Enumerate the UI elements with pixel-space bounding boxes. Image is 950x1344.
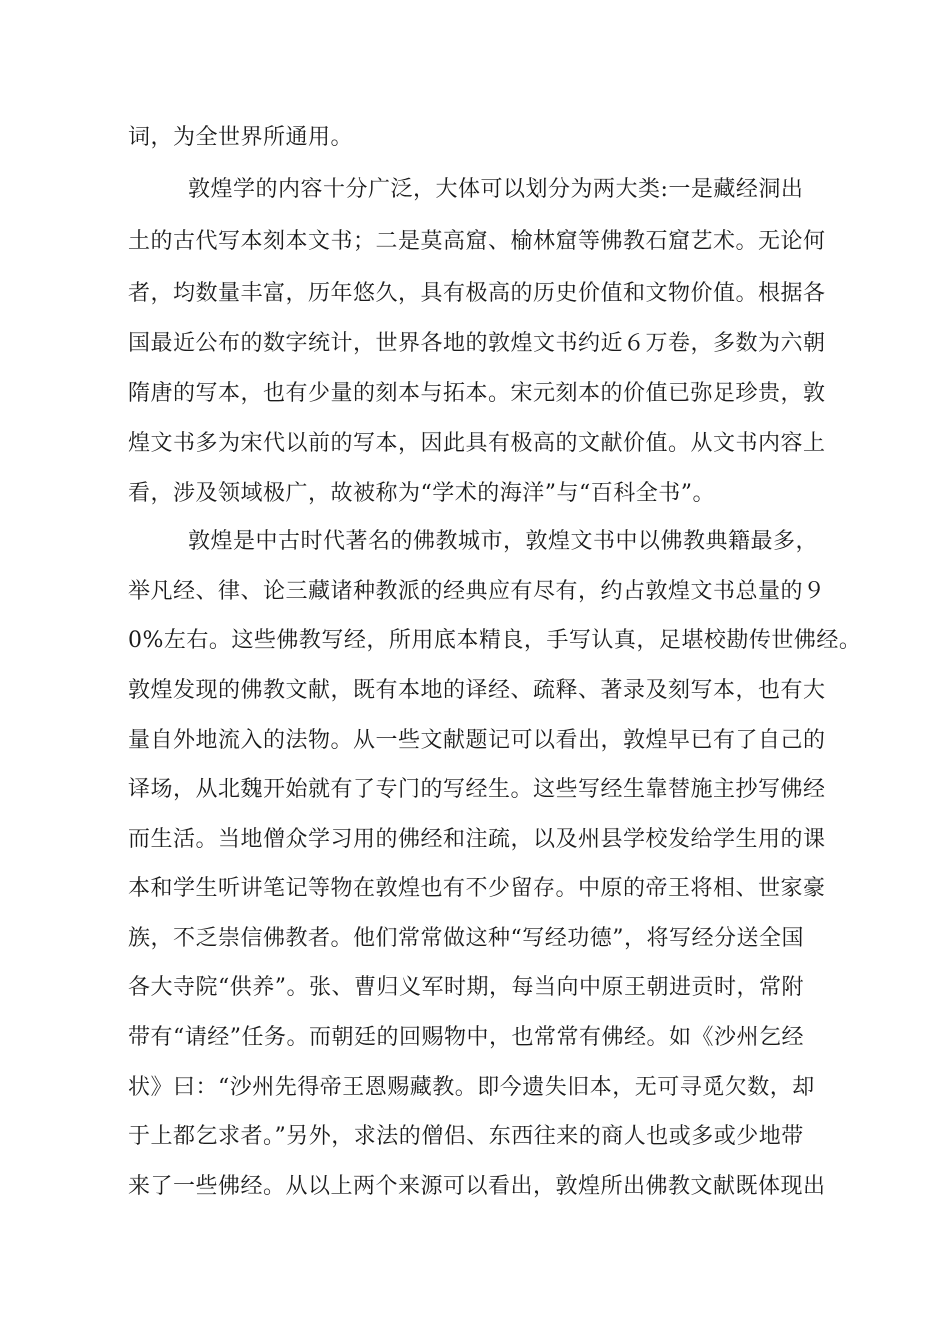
text-line: 而生活。当地僧众学习用的佛经和注疏，以及州县学校发给学生用的课 (128, 827, 826, 852)
text-line: 本和学生听讲笔记等物在敦煌也有不少留存。中原的帝王将相、世家豪 (128, 876, 826, 901)
text-line: 于上都乞求者。”另外，求法的僧侣、东西往来的商人也或多或少地带 (128, 1124, 804, 1149)
text-line: 敦煌发现的佛教文献，既有本地的译经、疏释、著录及刻写本，也有大 (128, 678, 826, 703)
text-line: 词，为全世界所通用。 (128, 125, 354, 150)
text-line: 量自外地流入的法物。从一些文献题记可以看出，敦煌早已有了自己的 (128, 728, 826, 753)
text-line: 各大寺院“供养”。张、曹归义军时期，每当向中原王朝进贡时，常附 (128, 975, 804, 1000)
text-line: 举凡经、律、论三藏诸种教派的经典应有尽有，约占敦煌文书总量的９ (128, 579, 826, 604)
text-line: 者，均数量丰富，历年悠久，具有极高的历史价值和文物价值。根据各 (128, 281, 826, 306)
paragraph-first-line: 敦煌是中古时代著名的佛教城市，敦煌文书中以佛教典籍最多， (188, 529, 819, 554)
text-line: 来了一些佛经。从以上两个来源可以看出，敦煌所出佛教文献既体现出 (128, 1174, 826, 1199)
text-line: 看，涉及领域极广，故被称为“学术的海洋”与“百科全书”。 (128, 481, 715, 506)
text-line: 译场，从北魏开始就有了专门的写经生。这些写经生靠替施主抄写佛经 (128, 777, 826, 802)
text-line: 0%左右。这些佛教写经，所用底本精良，手写认真，足堪校勘传世佛经。 (128, 628, 862, 653)
text-line: 状》曰：“沙州先得帝王恩赐藏教。即今遗失旧本，无可寻觅欠数，却 (128, 1075, 815, 1100)
text-line: 隋唐的写本，也有少量的刻本与拓本。宋元刻本的价值已弥足珍贵，敦 (128, 381, 826, 406)
text-line: 煌文书多为宋代以前的写本，因此具有极高的文献价值。从文书内容上 (128, 431, 826, 456)
text-line: 族，不乏崇信佛教者。他们常常做这种“写经功德”，将写经分送全国 (128, 926, 804, 951)
text-line: 土的古代写本刻本文书；二是莫高窟、榆林窟等佛教石窟艺术。无论何 (128, 229, 826, 254)
text-line: 国最近公布的数字统计，世界各地的敦煌文书约近６万卷，多数为六朝 (128, 331, 826, 356)
paragraph-first-line: 敦煌学的内容十分广泛，大体可以划分为两大类:一是藏经洞出 (188, 177, 804, 202)
text-line: 带有“请经”任务。而朝廷的回赐物中，也常常有佛经。如《沙州乞经 (128, 1025, 804, 1050)
